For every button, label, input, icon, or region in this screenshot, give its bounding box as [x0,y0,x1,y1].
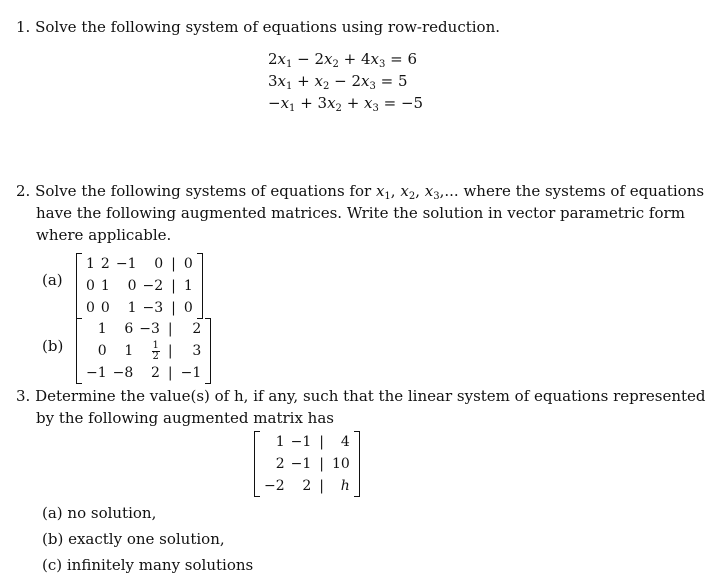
option-no-solution: (a) no solution, [42,504,157,522]
equation-3: $-x_1 + 3x_2 + x_3 = -5$ [268,94,424,114]
option-infinite-solutions: (c) infinitely many solutions [42,556,254,574]
part-b-label: (b) [42,337,64,355]
problem-3-line1: Determine the value(s) of h, if any, such that the linear system of equations represented [35,387,706,405]
part-a-label: (a) [42,271,63,289]
matrix-h [254,431,360,497]
matrix-a-row: 0 0 1 −3 | 0 [86,300,193,316]
equation-1: $2x_1 - 2x_2 + 4x_3 = 6$ [268,50,418,70]
matrix-a-row: 0 1 0 −2 | 1 [86,278,193,294]
matrix-b-row: 0 1 $\frac{1}{2}$ | 3 [97,339,202,362]
problem-3-statement [16,385,706,429]
problem-1-text: Solve the following system of equations using row-reduction. [35,18,500,36]
problem-1-number: 1. [16,18,31,36]
matrix-b [76,318,211,384]
problem-3-options [42,500,253,578]
matrix-h-row: 2 −1 | 10 [275,456,350,472]
problem-2-line2: have the following augmented matrices. Write the solution in vector parametric form [36,204,685,222]
matrix-h-row: −2 2 | h [264,478,350,494]
problem-1-statement [16,16,500,38]
matrix-h-row: 1 −1 | 4 [275,434,350,450]
problem-2-variables: $x_1$, $x_2$, $x_3$,... [375,182,459,202]
problem-2-line3: where applicable. [36,226,172,244]
matrix-b-row: −1 −8 2 | −1 [86,365,202,381]
problem-2-number: 2. [16,182,31,200]
one-half-fraction: $\frac{1}{2}$ [152,339,159,362]
problem-3-number: 3. [16,387,31,405]
matrix-a-row: 1 2 −1 0 | 0 [86,256,193,272]
problem-2-line1-suffix: where the systems of equations [463,182,705,200]
matrix-b-row: 1 6 −3 | 2 [97,321,202,337]
problem-1-equations [268,48,423,114]
problem-3-line2: by the following augmented matrix has [36,409,334,427]
problem-2-line1-prefix: Solve the following systems of equations for [35,182,372,200]
option-one-solution: (b) exactly one solution, [42,530,225,548]
matrix-a [76,253,203,319]
problem-2-statement [16,180,704,246]
equation-2: $3x_1 + x_2 - 2x_3 = 5$ [268,72,408,92]
